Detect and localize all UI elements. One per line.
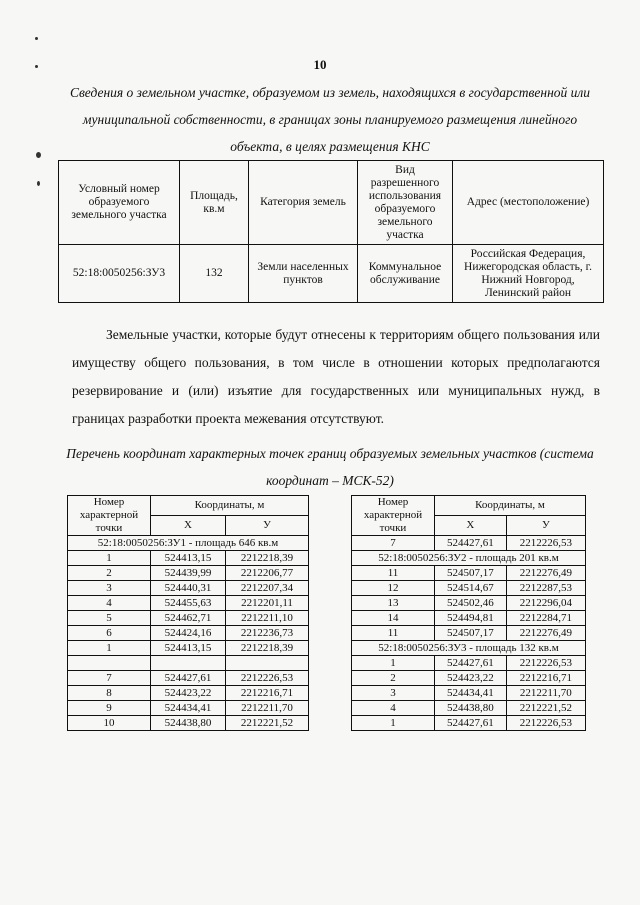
y-cell: 2212211,10 [226,611,309,626]
y-cell: 2212207,34 [226,581,309,596]
x-cell: 524427,61 [151,671,226,686]
x-cell: 524423,22 [151,686,226,701]
x-cell: 524427,61 [435,716,507,731]
data-cell: Земли населенных пунктов [249,245,358,303]
table-row [68,641,309,656]
x-cell: 524423,22 [435,671,507,686]
table-row [68,596,309,611]
x-cell: 524434,41 [435,686,507,701]
table-row [68,626,309,641]
table-row [352,566,586,581]
table-row [68,701,309,716]
x-cell: 524427,61 [435,656,507,671]
x-cell: 524427,61 [435,536,507,551]
point-number-cell: 1 [352,716,435,731]
point-number-cell: 2 [68,566,151,581]
y-cell: 2212284,71 [506,611,585,626]
x-cell: 524413,15 [151,551,226,566]
point-number-cell: 3 [352,686,435,701]
land-plot-heading: Сведения о земельном участке, образуемом из земель, находящихся в государственной или муниципальной собственности, в границах зоны планируемого размещения линейного объекта, в целях размещения КНС [69,85,591,154]
header-cell: Категория земель [249,161,358,245]
data-cell: Коммунальное обслуживание [358,245,453,303]
table-row [352,536,586,551]
y-cell: 2212296,04 [506,596,585,611]
y-cell: 2212216,71 [226,686,309,701]
x-header: X [435,516,507,536]
y-header: У [226,516,309,536]
x-cell: 524462,71 [151,611,226,626]
section-row: 52:18:0050256:ЗУ2 - площадь 201 кв.м [352,551,586,566]
y-cell [226,656,309,671]
x-cell: 524507,17 [435,626,507,641]
point-number-cell: 3 [68,581,151,596]
table-row [68,536,309,551]
x-cell: 524507,17 [435,566,507,581]
y-cell: 2212218,39 [226,641,309,656]
point-number-cell: 11 [352,626,435,641]
point-number-cell: 5 [68,611,151,626]
point-number-cell: 11 [352,566,435,581]
x-cell: 524413,15 [151,641,226,656]
y-cell: 2212226,53 [506,656,585,671]
y-cell: 2212211,70 [506,686,585,701]
header-cell: Условный номер образуемого земельного участка [59,161,180,245]
table-row [352,656,586,671]
point-number-cell [68,656,151,671]
y-cell: 2212211,70 [226,701,309,716]
x-header: X [151,516,226,536]
y-cell: 2212206,77 [226,566,309,581]
x-cell: 524439,99 [151,566,226,581]
table-row [352,626,586,641]
point-number-cell: 4 [352,701,435,716]
point-number-header: Номер характерной точки [352,496,435,536]
point-number-cell: 7 [68,671,151,686]
section-row: 52:18:0050256:ЗУ3 - площадь 132 кв.м [352,641,586,656]
coordinates-table-left [67,495,309,731]
point-number-cell: 13 [352,596,435,611]
y-cell: 2212201,11 [226,596,309,611]
table-row [68,581,309,596]
table-row [68,611,309,626]
point-number-cell: 1 [68,641,151,656]
y-cell: 2212221,52 [506,701,585,716]
x-cell: 524514,67 [435,581,507,596]
y-cell: 2212226,53 [506,716,585,731]
x-cell: 524424,16 [151,626,226,641]
table-row [68,686,309,701]
table-row [68,551,309,566]
scan-mark [36,152,41,158]
table-row [352,581,586,596]
table-row [352,671,586,686]
point-number-cell: 4 [68,596,151,611]
header-cell: Вид разрешенного использования образуемого земельного участка [358,161,453,245]
section-row: 52:18:0050256:ЗУ1 - площадь 646 кв.м [68,536,309,551]
y-cell: 2212276,49 [506,626,585,641]
x-cell: 524440,31 [151,581,226,596]
coordinates-table-right [351,495,586,731]
data-cell: 132 [180,245,249,303]
table-row [352,551,586,566]
point-number-cell: 6 [68,626,151,641]
x-cell: 524455,63 [151,596,226,611]
y-cell: 2212236,73 [226,626,309,641]
table-row [68,656,309,671]
data-cell: 52:18:0050256:ЗУ3 [59,245,180,303]
scan-mark [35,37,38,40]
table-row [352,701,586,716]
coordinates-heading: Перечень координат характерных точек границ образуемых земельных участков (система координат – МСК-52) [66,446,594,488]
point-number-header: Номер характерной точки [68,496,151,536]
table-row [352,611,586,626]
point-number-cell: 1 [352,656,435,671]
point-number-cell: 8 [68,686,151,701]
x-cell [151,656,226,671]
y-cell: 2212216,71 [506,671,585,686]
point-number-cell: 9 [68,701,151,716]
y-cell: 2212218,39 [226,551,309,566]
table-row [352,716,586,731]
point-number-cell: 7 [352,536,435,551]
point-number-cell: 12 [352,581,435,596]
x-cell: 524438,80 [151,716,226,731]
scan-mark [37,181,40,186]
table-row [68,716,309,731]
table-row [352,641,586,656]
data-cell: Российская Федерация, Нижегородская область, г. Нижний Новгород, Ленинский район [453,245,604,303]
table-row [352,686,586,701]
coordinates-header: Координаты, м [435,496,586,516]
header-cell: Площадь, кв.м [180,161,249,245]
land-plot-info-table [58,160,604,303]
coordinates-header: Координаты, м [151,496,309,516]
y-header: У [506,516,585,536]
body-paragraph: Земельные участки, которые будут отнесены к территориям общего пользования или имуществу общего пользования, в том числе в отношении которых предполагаются резервирование и (или) изъятие для государственных или муниципальных нужд, в границах разработки проекта межевания отсутствуют. [72,327,600,426]
point-number-cell: 1 [68,551,151,566]
point-number-cell: 10 [68,716,151,731]
y-cell: 2212287,53 [506,581,585,596]
point-number-cell: 2 [352,671,435,686]
x-cell: 524438,80 [435,701,507,716]
y-cell: 2212276,49 [506,566,585,581]
table-row [68,566,309,581]
x-cell: 524502,46 [435,596,507,611]
y-cell: 2212226,53 [226,671,309,686]
table-row [352,596,586,611]
y-cell: 2212226,53 [506,536,585,551]
table-row [68,671,309,686]
page-number: 10 [313,57,327,72]
point-number-cell: 14 [352,611,435,626]
x-cell: 524494,81 [435,611,507,626]
y-cell: 2212221,52 [226,716,309,731]
x-cell: 524434,41 [151,701,226,716]
header-cell: Адрес (местоположение) [453,161,604,245]
